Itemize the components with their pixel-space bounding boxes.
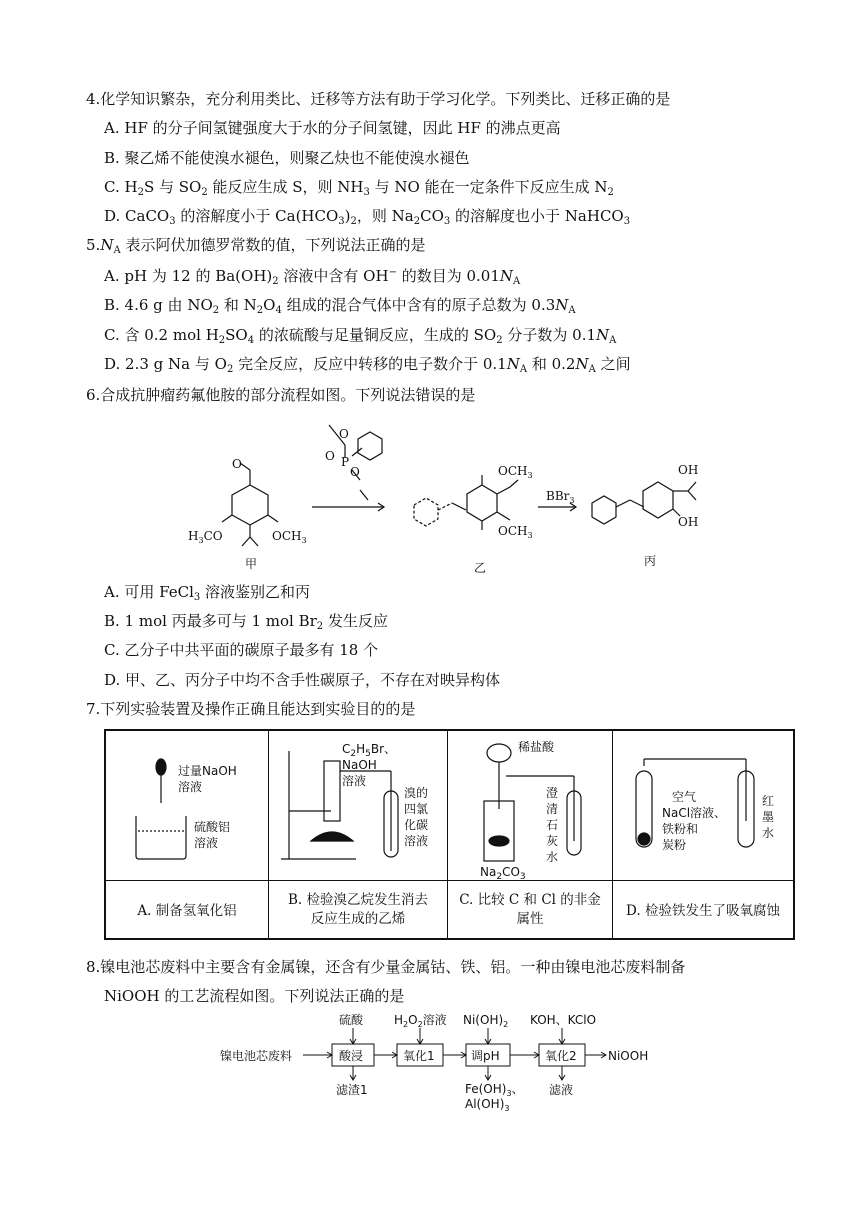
svg-text:OCH3: $OCH_3$ (498, 524, 533, 540)
input-h2o2: 溶液 (422, 1013, 447, 1027)
svg-text:OCH3: $OCH_3$ (498, 464, 533, 480)
svg-text:OH: OH (678, 515, 699, 529)
q6-option-b: B. 1 mol 丙最多可与 1 mol $Br_2$ 发生反应 (104, 612, 388, 632)
b-label-6: 溶液 (404, 834, 429, 848)
d-label-6: 墨 (762, 810, 775, 824)
q5-stem: $5.N_A$ 表示阿伏加德罗常数的值，下列说法正确的是 (86, 236, 426, 256)
box-oxidation-2: 氧化2 (545, 1049, 577, 1063)
q8-stem-line2: NiOOH 的工艺流程如图。下列说法正确的是 (104, 987, 405, 1005)
svg-text:Fe(OH)3、: $Fe(OH)_3$、 (465, 1082, 524, 1098)
q7-apparatus-drawings (106, 731, 793, 879)
svg-text:O: O (325, 449, 335, 463)
svg-text:H3CO: $H_3CO$ (188, 529, 223, 545)
svg-text:O: O (350, 465, 360, 479)
feed-label: 镍电池芯废料 (220, 1049, 293, 1063)
caption-d: D. 检验铁发生了吸氧腐蚀 (626, 903, 780, 919)
input-sulfuric-acid: 硫酸 (339, 1013, 364, 1027)
q4-option-b: B. 聚乙烯不能使溴水褪色，则聚乙炔也不能使溴水褪色 (104, 149, 470, 167)
product-label: NiOOH (608, 1049, 649, 1063)
a-label-1: 过量NaOH (178, 764, 237, 778)
q7-stem: 7.下列实验装置及操作正确且能达到实验目的的是 (86, 700, 416, 718)
d-label-5: 红 (762, 794, 775, 808)
d-label-7: 水 (762, 826, 775, 840)
input-koh-kclo: KOH、KClO (530, 1013, 597, 1027)
box-adjust-ph: 调pH (471, 1049, 500, 1063)
output-residue-1: 滤渣1 (336, 1083, 368, 1097)
output-aloh3: Al(OH) (465, 1097, 505, 1111)
svg-text:OH: OH (678, 463, 699, 477)
output-filtrate: 滤液 (549, 1083, 574, 1097)
svg-text:O: O (339, 427, 349, 441)
caption-a: A. 制备氢氧化铝 (137, 903, 237, 919)
b-label-2: 溶液 (342, 774, 367, 788)
svg-text:BBr3: BBr$_3$ (546, 489, 575, 505)
q5-option-c: C. 含 0.2 mol $H_2SO_4$ 的浓硫酸与足量铜反应，生成的 $SO_2$ 分子数为 $0.1N_A$ (104, 326, 617, 346)
b-label-4: 四氯 (404, 802, 429, 816)
caption-c: C. 比较 C 和 Cl 的非金 属性 (459, 892, 601, 927)
q5-option-b: B. 4.6 g 由 $NO_2$ 和 $N_2O_4$ 组成的混合气体中含有的原子总数为 $0.3N_A$ (104, 296, 576, 316)
q4-stem: 4.化学知识繁杂，充分利用类比、迁移等方法有助于学习化学。下列类比、迁移正确的是 (86, 90, 671, 108)
caption-b: B. 检验溴乙烷发生消去 反应生成的乙烯 (287, 892, 428, 927)
svg-text:Al(OH)3: $Al(OH)_3$ (465, 1097, 510, 1113)
a-label-4: 溶液 (194, 836, 219, 850)
input-nioh2: Ni(OH) (463, 1013, 504, 1027)
q5-option-d: D. 2.3 g Na 与 $O_2$ 完全反应，反应中转移的电子数介于 $0.1N_A$ 和 $0.2N_A$ 之间 (104, 355, 631, 375)
q4-option-a: A. HF 的分子间氢键强度大于水的分子间氢键，因此 HF 的沸点更高 (104, 119, 561, 137)
svg-text:OCH3: $OCH_3$ (272, 529, 307, 545)
label-bing: 丙 (644, 554, 657, 568)
d-label-3: 铁粉和 (662, 822, 699, 836)
q4-option-c: C. $H_2S$ 与 $SO_2$ 能反应生成 S，则 $NH_3$ 与 NO 能在一定条件下反应生成 $N_2$ (104, 178, 614, 198)
q8-stem-line1: 8.镍电池芯废料中主要含有金属镍，还含有少量金属钴、铁、铝。一种由镍电池芯废料制备 (86, 958, 686, 976)
c-label-2: 澄 (546, 786, 559, 800)
q6-option-d: D. 甲、乙、丙分子中均不含手性碳原子，不存在对映异构体 (104, 671, 501, 689)
b-label-1: NaOH (342, 758, 377, 772)
q6-option-a: A. 可用 FeCl$_3$ 溶液鉴别乙和丙 (104, 583, 311, 603)
output-feoh3: Fe(OH) (465, 1082, 507, 1096)
box-acid-leach: 酸浸 (339, 1049, 364, 1063)
b-label-3: 溴的 (404, 786, 429, 800)
svg-text:C2H5Br、: $C_2H_5Br$、 (342, 742, 397, 759)
svg-text:Na2CO3: $Na_2CO_3$ (480, 865, 526, 879)
label-jia: 甲 (245, 557, 258, 571)
d-label-1: 空气 (672, 790, 697, 804)
q5-option-a: A. pH 为 12 的 $Ba(OH)_2$ 溶液中含有 OH− 的数目为 $0.01N_A$ (104, 267, 521, 287)
c-label-1: 稀盐酸 (518, 740, 555, 754)
label-yi: 乙 (474, 561, 487, 575)
q6-stem: 6.合成抗肿瘤药氟他胺的部分流程如图。下列说法错误的是 (86, 386, 476, 404)
d-label-4: 炭粉 (662, 838, 687, 852)
a-label-2: 溶液 (178, 780, 203, 794)
c-label-5: 灰 (546, 834, 559, 848)
svg-text:H2O2溶液: $H_2O_2$溶液 (394, 1013, 447, 1029)
c-label-4: 石 (546, 818, 559, 832)
b-label-5: 化碳 (404, 818, 429, 832)
q7-apparatus-table (104, 729, 795, 940)
c-label-3: 清 (546, 802, 559, 816)
d-label-2: NaCl溶液、 (662, 806, 727, 820)
q6-option-c: C. 乙分子中共平面的碳原子最多有 18 个 (104, 641, 379, 659)
svg-text:P: P (341, 455, 350, 469)
a-label-3: 硫酸铝 (194, 820, 231, 834)
box-oxidation-1: 氧化1 (403, 1049, 435, 1063)
svg-text:O: O (232, 457, 242, 471)
c-label-6: 水 (546, 850, 559, 864)
q4-option-d: D. CaCO$_3$ 的溶解度小于 $Ca(HCO_3)_2$，则 $Na_2CO_3$ 的溶解度也小于 NaHCO$_3$ (104, 207, 631, 227)
svg-text:Ni(OH)2: $Ni(OH)_2$ (463, 1013, 509, 1029)
